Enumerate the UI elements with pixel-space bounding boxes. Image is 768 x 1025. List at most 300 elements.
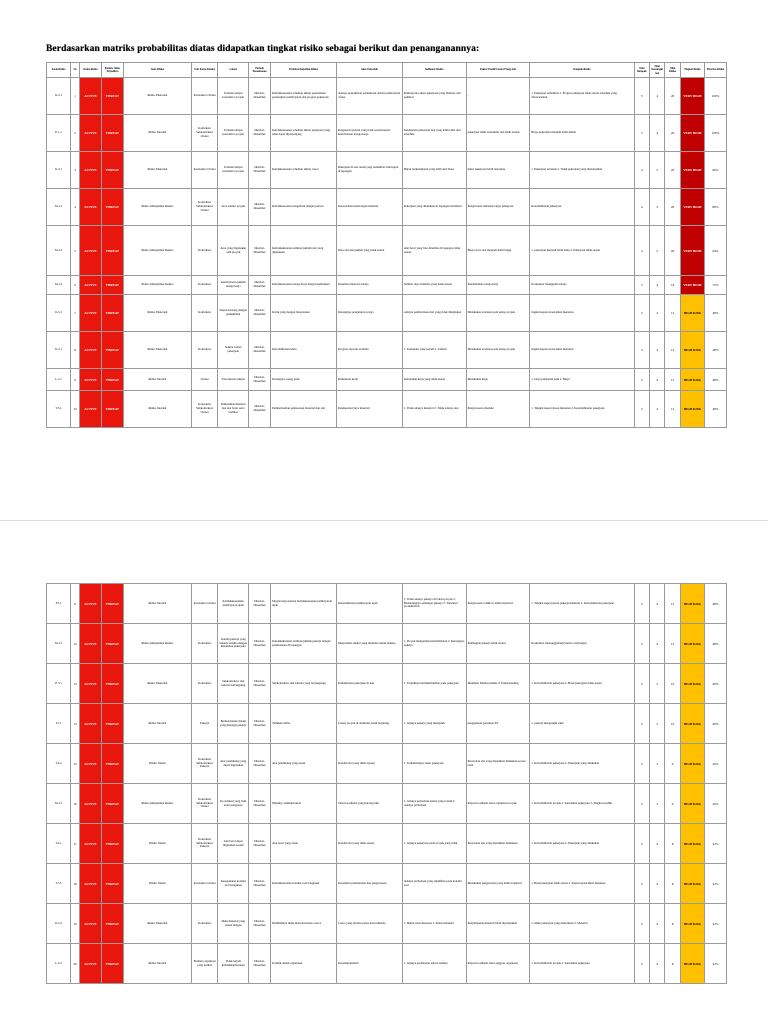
risk-table-page-1: [46, 62, 727, 428]
cell-peristiwa: Ketidakakuratan estimasi jumlah alat yang digunakan: [271, 226, 337, 276]
cell-unit: Pekerja: [191, 704, 217, 744]
cell-pemicu: THREAT: [101, 704, 123, 744]
cell-dampak: 1. Pekerjaan terhambat 2. Progres pekerjaan tidak sesuai schedule yang direncanakan: [530, 78, 634, 115]
cell-dampak: Kontraktor menanggulangi karena overbudget: [530, 624, 634, 664]
cell-nd: 3: [634, 624, 649, 664]
cell-no: 1: [71, 78, 80, 115]
column-header: Dampak Risiko: [530, 63, 634, 78]
column-header: Pemicu risiko Terjadinya: [101, 63, 123, 78]
cell-periode: Oktober-Desember: [249, 864, 271, 904]
cell-status: ACTIVE: [79, 369, 101, 391]
cell-jenis: Risiko Manajemen Resiko: [123, 276, 191, 295]
cell-pemicu: THREAT: [101, 152, 123, 189]
cell-peristiwa: Kurangnya ruang jarak: [271, 369, 337, 391]
cell-tingkat: HIGH RISK: [680, 904, 704, 944]
cell-dampak: 1. Mutu pekerjaan yang diturunkan 2. Material: [530, 904, 634, 944]
cell-tingkat: HIGH RISK: [680, 864, 704, 904]
cell-nr: 12: [665, 584, 680, 624]
cell-jenis: Risiko Internal: [123, 369, 191, 391]
cell-nk: 3: [650, 784, 665, 824]
cell-akar: Data alat dan jumlah yang tidak sesuai: [336, 226, 402, 276]
cell-periode: Oktober-Desember: [249, 624, 271, 664]
cell-nk: 4: [650, 276, 665, 295]
table-row: [47, 624, 727, 664]
column-header: No: [71, 63, 80, 78]
cell-akar: Pengaturan jadwal yang tidak sesuai karena keterbatasan tenaga kerja: [336, 115, 402, 152]
column-header: Tingkat Risiko: [680, 63, 704, 78]
cell-prio: 48%: [704, 391, 726, 428]
cell-kode: F.5.1: [47, 584, 71, 624]
cell-tingkat: HIGH RISK: [680, 944, 704, 984]
document-page-2: [0, 520, 768, 1025]
cell-faktor: Pengawasan terhadap target pekerjaan: [466, 189, 530, 226]
table-row: [47, 115, 727, 152]
cell-no: 9: [71, 369, 80, 391]
cell-unit: Owner: [191, 369, 217, 391]
cell-peristiwa: Ketidaksesuaian tenaga kerja dengan kebutuhan: [271, 276, 337, 295]
cell-unit: Kontraktor Subkontraktor Owner: [191, 391, 217, 428]
cell-prio: 32%: [704, 904, 726, 944]
cell-pemicu: THREAT: [101, 864, 123, 904]
cell-nr: 20: [665, 152, 680, 189]
cell-periode: Oktober-Desember: [249, 189, 271, 226]
cell-tingkat: VERY HIGH: [680, 189, 704, 226]
cell-nk: 5: [650, 704, 665, 744]
cell-unit: Kontraktor: [191, 624, 217, 664]
cell-faktor: Biaya sewa alat menjadi lebih tinggi: [466, 226, 530, 276]
table-row: [47, 584, 727, 624]
cell-dampak: 1. pekerjaan menjadi lebih lama 2. Pekerjaan tidak sesuai: [530, 226, 634, 276]
cell-peristiwa: Mogok kerja karena Ketidaksesuaian pembayaran upah: [271, 584, 337, 624]
cell-indikator: Hujan berkelanjutan yang lebih dari biasa: [402, 152, 466, 189]
cell-prio: 40%: [704, 664, 726, 704]
cell-akar: Pemanfaatan pekerjaan di luar: [336, 664, 402, 704]
table-row: [47, 864, 727, 904]
cell-peristiwa: Ketidaksesuaian schedule akibat pekerjaan yang telah dapat diperpanjang: [271, 115, 337, 152]
cell-prio: 40%: [704, 704, 726, 744]
cell-unit: Elemen organisasi yang terlibat: [191, 944, 217, 984]
cell-akar: Kurangnya pengaturan warga: [336, 295, 402, 332]
cell-status: ACTIVE: [79, 944, 101, 984]
cell-tingkat: HIGH RISK: [680, 391, 704, 428]
cell-periode: Oktober-Desember: [249, 744, 271, 784]
cell-periode: Oktober-Desember: [249, 295, 271, 332]
cell-lokasi: Terletak tempat kontraktor proyek: [218, 115, 249, 152]
cell-peristiwa: Kritik yang dengan masyarakat: [271, 295, 337, 332]
cell-tingkat: HIGH RISK: [680, 369, 704, 391]
table-row: [47, 744, 727, 784]
column-header: Jenis Risiko: [123, 63, 191, 78]
cell-tingkat: HIGH RISK: [680, 584, 704, 624]
cell-prio: 36%: [704, 784, 726, 824]
cell-status: ACTIVE: [79, 664, 101, 704]
cell-lokasi: Alat berat dapat digunakan sesuai: [218, 824, 249, 864]
cell-pemicu: THREAT: [101, 584, 123, 624]
cell-akar: Adanya penerimaan permintaan terkait pembayaran owner: [336, 78, 402, 115]
cell-nd: 5: [634, 115, 649, 152]
cell-prio: 100%: [704, 115, 726, 152]
cell-status: ACTIVE: [79, 624, 101, 664]
cell-jenis: Risiko Manajemen Resiko: [123, 624, 191, 664]
table-row: [47, 78, 727, 115]
cell-faktor: pekerjaan lebih terstruktur dan lebih teratur: [466, 115, 530, 152]
cell-lokasi: Koordinasi yang baik antar pengawas: [218, 784, 249, 824]
cell-indikator: Adanya perbedaan yang signifikan pada kondisi soal: [402, 864, 466, 904]
cell-akar: Progress laporan tertunda: [336, 332, 402, 369]
cell-kode: M.1.4: [47, 276, 71, 295]
cell-no: 20: [71, 944, 80, 984]
cell-lokasi: Pemenuhan material dan alat berat serta fasilitas: [218, 391, 249, 428]
cell-nd: 2: [634, 664, 649, 704]
column-header: Periode Pemantauan: [249, 63, 271, 78]
cell-jenis: Risiko Internal: [123, 391, 191, 428]
cell-indikator: 1. Komplain yang terjadi 2. Lambat: [402, 332, 466, 369]
cell-periode: Oktober-Desember: [249, 391, 271, 428]
cell-faktor: Penambahan tenaga kerja: [466, 276, 530, 295]
column-header: Unit Kerja Pemicu: [191, 63, 217, 78]
cell-indikator: 1. Hujan terus-menerus 2. Panas matahari: [402, 904, 466, 944]
cell-status: ACTIVE: [79, 295, 101, 332]
cell-pemicu: THREAT: [101, 276, 123, 295]
cell-faktor: Melakukan evaluasi pada setiap proyek: [466, 332, 530, 369]
cell-akar: Pemutusan kerja: [336, 369, 402, 391]
cell-periode: Oktober-Desember: [249, 369, 271, 391]
cell-peristiwa: Ketidaksesuaian pengadaan dengan jadwal: [271, 189, 337, 226]
cell-pemicu: THREAT: [101, 115, 123, 152]
cell-jenis: Risiko Eksternal: [123, 664, 191, 704]
cell-dampak: 1. Hasil pekerjaan tidak sesuai 2. Kepercayaan klien menurun: [530, 864, 634, 904]
cell-status: ACTIVE: [79, 744, 101, 784]
cell-nk: 4: [650, 944, 665, 984]
cell-lokasi: Setelah pekerja yang bekerja selama dengan kebutuhan pekerjaan: [218, 624, 249, 664]
cell-indikator: 1. Adanya perbedaan antara yang terjadi 2. Adanya perbedaan: [402, 784, 466, 824]
cell-no: 18: [71, 864, 80, 904]
cell-nr: 8: [665, 904, 680, 944]
cell-akar: Keterlambatan pembayaran upah: [336, 584, 402, 624]
cell-jenis: Risiko Eksternal: [123, 904, 191, 944]
cell-no: 8: [71, 332, 80, 369]
cell-status: ACTIVE: [79, 824, 101, 864]
cell-lokasi: Tidak terjadi ketidakharmonisan: [218, 944, 249, 984]
cell-tingkat: HIGH RISK: [680, 824, 704, 864]
cell-unit: Kontraktor Subkontraktor Pekerja: [191, 744, 217, 784]
cell-indikator: 1. Terjadinya ketidakefektifan pada pekerjaan: [402, 664, 466, 704]
cell-prio: 48%: [704, 369, 726, 391]
cell-no: 3: [71, 152, 80, 189]
cell-nd: 2: [634, 704, 649, 744]
cell-no: 13: [71, 664, 80, 704]
cell-nd: 5: [634, 276, 649, 295]
column-header: Peristiwa/Kejadian Risiko: [271, 63, 337, 78]
cell-dampak: 1. Keterlambatan pekerjaan 2. Hasil pekerjaan tidak sesuai: [530, 664, 634, 704]
cell-nr: 20: [665, 189, 680, 226]
cell-dampak: 1. Tingkat kepercayaan menurun 2. Keterlambatan pekerjaan: [530, 391, 634, 428]
cell-faktor: Pengawasan schedule: [466, 391, 530, 428]
cell-prio: 72%: [704, 276, 726, 295]
column-header: Indikator Risiko: [402, 63, 466, 78]
cell-dampak: 1. Keterlambatan pekerjaan 2. Pekerjaan yang dilakukan: [530, 744, 634, 784]
cell-indikator: Kebutuhan kerja yang tidak sesuai: [402, 369, 466, 391]
cell-no: 7: [71, 295, 80, 332]
cell-akar: Kesalahan pelaksanaan dan pengawasan: [336, 864, 402, 904]
cell-lokasi: Area sekitar proyek: [218, 189, 249, 226]
cell-jenis: Risiko Teknis: [123, 864, 191, 904]
column-header: Kode Risiko: [47, 63, 71, 78]
cell-tingkat: HIGH RISK: [680, 784, 704, 824]
table-row: [47, 226, 727, 276]
cell-pemicu: THREAT: [101, 226, 123, 276]
cell-prio: 48%: [704, 332, 726, 369]
cell-akar: Kesulitan mencari tenaga: [336, 276, 402, 295]
cell-peristiwa: Konflik dalam organisasi: [271, 944, 337, 984]
table-row: [47, 152, 727, 189]
cell-faktor: Rapat koordinasi antar anggota organisasi: [466, 944, 530, 984]
cell-periode: Oktober-Desember: [249, 944, 271, 984]
cell-jenis: Risiko Internal: [123, 115, 191, 152]
cell-unit: Kontraktor: [191, 295, 217, 332]
cell-indikator: Pekerjaan yang dilakukan di lapangan terlambat: [402, 189, 466, 226]
cell-tingkat: HIGH RISK: [680, 704, 704, 744]
column-header: Status Risiko: [79, 63, 101, 78]
cell-kode: T.4.2: [47, 744, 71, 784]
cell-nk: 3: [650, 744, 665, 784]
cell-tingkat: HIGH RISK: [680, 664, 704, 704]
cell-prio: 32%: [704, 864, 726, 904]
cell-prio: 100%: [704, 78, 726, 115]
table-row: [47, 824, 727, 864]
cell-faktor: Pembagian pekerja lebih teratur: [466, 624, 530, 664]
cell-akar: Cuaca yang (terlalu panas atau lembab): [336, 904, 402, 944]
table-row: [47, 704, 727, 744]
cell-indikator: 1. Tidak adanya material 2. Tidak adanya alat: [402, 391, 466, 428]
cell-jenis: Risiko Eksternal: [123, 295, 191, 332]
cell-no: 2: [71, 115, 80, 152]
cell-nk: 4: [650, 624, 665, 664]
table-row: [47, 944, 727, 984]
cell-faktor: Pengawasan cashflow lebih terperinci: [466, 584, 530, 624]
cell-unit: Kontraktor: [191, 226, 217, 276]
cell-nr: 8: [665, 944, 680, 984]
column-header: Nilai Risiko: [665, 63, 680, 78]
cell-dampak: Biaya pekerjaan menjadi lebih mahal: [530, 115, 634, 152]
cell-periode: Oktober-Desember: [249, 784, 271, 824]
cell-dampak: 1. Keterlambatan proyek 2. Kesalahan pekerjaan 3. Tingkat konflik: [530, 784, 634, 824]
cell-kode: E.3.1: [47, 664, 71, 704]
cell-unit: Kontraktor: [191, 664, 217, 704]
cell-periode: Oktober-Desember: [249, 584, 271, 624]
cell-prio: 36%: [704, 744, 726, 784]
cell-kode: M.1.5: [47, 624, 71, 664]
table-row: [47, 664, 727, 704]
cell-status: ACTIVE: [79, 904, 101, 944]
cell-nr: 19: [665, 276, 680, 295]
cell-jenis: Risiko Internal: [123, 944, 191, 984]
cell-indikator: 1. Terhambatnya suatu pekerjaan: [402, 744, 466, 784]
cell-faktor: Perawatan alat yang dipastikan dilakukan secara rutin: [466, 744, 530, 784]
cell-kode: K.3.1: [47, 295, 71, 332]
cell-kode: I.5.1: [47, 704, 71, 744]
cell-nk: 4: [650, 584, 665, 624]
table-row: [47, 784, 727, 824]
cell-jenis: Risiko Internal: [123, 704, 191, 744]
cell-prio: 80%: [704, 152, 726, 189]
cell-kode: M.1.5: [47, 784, 71, 824]
cell-prio: 32%: [704, 944, 726, 984]
cell-indikator: 1. Adanya perdebatan antara elemen: [402, 944, 466, 984]
cell-nd: 3: [634, 369, 649, 391]
cell-peristiwa: Ketidaksesuaian schedule akibat penerimaan persetujuan pembayaran dan progres pekerjaan: [271, 78, 337, 115]
cell-periode: Oktober-Desember: [249, 704, 271, 744]
cell-lokasi: Ketidakkesediaan pembayaran upah: [218, 584, 249, 624]
cell-tingkat: VERY HIGH: [680, 152, 704, 189]
cell-jenis: Risiko Teknis: [123, 824, 191, 864]
cell-akar: Ketersediaan keterangan material: [336, 189, 402, 226]
cell-pemicu: THREAT: [101, 824, 123, 864]
cell-unit: Kontraktor: [191, 904, 217, 944]
cell-faktor: Membuat Memorandum of Understanding: [466, 664, 530, 704]
cell-unit: Kontraktor Subkontraktor Owner: [191, 189, 217, 226]
cell-indikator: Sumber daya manusia yang tidak sesuai: [402, 276, 466, 295]
cell-nd: 3: [634, 332, 649, 369]
cell-periode: Oktober-Desember: [249, 78, 271, 115]
cell-indikator: 1. Adanya pekerjaan pada proyek yang tidak: [402, 824, 466, 864]
cell-nr: 12: [665, 295, 680, 332]
cell-nd: 2: [634, 824, 649, 864]
cell-lokasi: Sekitar lokasi pekerjaan: [218, 332, 249, 369]
cell-status: ACTIVE: [79, 226, 101, 276]
cell-tingkat: HIGH RISK: [680, 295, 704, 332]
cell-lokasi: Subkontraktor dan saluran berlangsung: [218, 664, 249, 704]
cell-pemicu: THREAT: [101, 189, 123, 226]
cell-status: ACTIVE: [79, 584, 101, 624]
cell-indikator: Adanya pemberitaan dari yang tidak diinginkan: [402, 295, 466, 332]
cell-periode: Oktober-Desember: [249, 226, 271, 276]
cell-no: 19: [71, 904, 80, 944]
cell-dampak: 1. Pekerjaan tertunda 2. Tidak pekerjaan yang dialokasikan: [530, 152, 634, 189]
table-row: [47, 369, 727, 391]
column-header: Prioritas Risiko: [704, 63, 726, 78]
cell-unit: Kontraktor Subkontraktor Owner: [191, 784, 217, 824]
cell-jenis: Risiko Manajemen Resiko: [123, 226, 191, 276]
cell-dampak: 1. biaya pekerjaan naik 2. Biaya: [530, 369, 634, 391]
cell-lokasi: Kesepakatan kondisi soal bangunan: [218, 864, 249, 904]
cell-status: ACTIVE: [79, 189, 101, 226]
cell-tingkat: VERY HIGH: [680, 226, 704, 276]
cell-lokasi: Tata ukuran tempat: [218, 369, 249, 391]
cell-pemicu: THREAT: [101, 944, 123, 984]
cell-pemicu: THREAT: [101, 784, 123, 824]
cell-nd: 3: [634, 295, 649, 332]
cell-indikator: 1. Proyek mengalami keterlambatan 2. Kurangnya pekerja: [402, 624, 466, 664]
cell-dampak: 1. Tingkat kepercayaan pekerja menurun 2. Keterlambatan pekerjaan: [530, 584, 634, 624]
cell-nd: 2: [634, 864, 649, 904]
cell-akar: Kesalahpahaman: [336, 944, 402, 984]
cell-jenis: Risiko Eksternal: [123, 152, 191, 189]
cell-tingkat: HIGH RISK: [680, 744, 704, 784]
table-row: [47, 189, 727, 226]
cell-prio: 48%: [704, 624, 726, 664]
cell-faktor: Melakukan kerja: [466, 369, 530, 391]
cell-nd: 2: [634, 904, 649, 944]
cell-lokasi: Mutu material yang sesuai dengan: [218, 904, 249, 944]
cell-prio: 32%: [704, 824, 726, 864]
cell-kode: K.2.1: [47, 78, 71, 115]
cell-unit: Kontraktor Owner: [191, 584, 217, 624]
cell-jenis: Risiko Teknis: [123, 744, 191, 784]
cell-periode: Oktober-Desember: [249, 904, 271, 944]
table-row: [47, 276, 727, 295]
cell-tingkat: HIGH RISK: [680, 332, 704, 369]
cell-unit: Kontraktor Owner: [191, 78, 217, 115]
column-header: Lokasi: [218, 63, 249, 78]
cell-pemicu: THREAT: [101, 744, 123, 784]
cell-indikator: Alat berat yang bisa diterima di lapangan tidak sesuai: [402, 226, 466, 276]
cell-no: 5: [71, 226, 80, 276]
cell-prio: 48%: [704, 295, 726, 332]
cell-no: 17: [71, 824, 80, 864]
cell-nk: 4: [650, 864, 665, 904]
cell-nk: 4: [650, 391, 665, 428]
column-header: Faktor Positif/Control Yang Ada: [466, 63, 530, 78]
cell-faktor: Rapat koordinasi antar organisasi proyek: [466, 784, 530, 824]
cell-peristiwa: Missing communication: [271, 784, 337, 824]
cell-no: 14: [71, 704, 80, 744]
cell-akar: Masyarakat sekitar yang meminta untuk bekerja: [336, 624, 402, 664]
cell-peristiwa: Alat pendukung yang rusak: [271, 744, 337, 784]
cell-peristiwa: Keterlambatan klien: [271, 332, 337, 369]
cell-tingkat: HIGH RISK: [680, 624, 704, 664]
cell-lokasi: Area yang digunakan oleh proyek: [218, 226, 249, 276]
cell-jenis: Risiko Eksternal: [123, 78, 191, 115]
cell-peristiwa: Tuduhan daftar: [271, 704, 337, 744]
cell-jenis: Risiko Eksternal: [123, 332, 191, 369]
cell-faktor: maka pekerjaan lebih terpantau: [466, 152, 530, 189]
cell-nk: 5: [650, 189, 665, 226]
cell-prio: 80%: [704, 189, 726, 226]
cell-faktor: penggunaan peralatan K3: [466, 704, 530, 744]
cell-kode: T.5.1: [47, 864, 71, 904]
cell-kode: E.1.1: [47, 115, 71, 152]
cell-nr: 10: [665, 704, 680, 744]
cell-nk: 4: [650, 369, 665, 391]
cell-no: 15: [71, 744, 80, 784]
cell-tingkat: VERY HIGH: [680, 276, 704, 295]
cell-nr: 20: [665, 226, 680, 276]
column-header: Nilai Kemungkinan: [650, 63, 665, 78]
cell-faktor: Perawatan alat yang dipastikan dilakukan: [466, 824, 530, 864]
cell-lokasi: Keterbatasan jumlah tenaga kerja: [218, 276, 249, 295]
cell-kode: L.2.3: [47, 944, 71, 984]
cell-no: 11: [71, 584, 80, 624]
cell-no: 16: [71, 784, 80, 824]
cell-periode: Oktober-Desember: [249, 824, 271, 864]
cell-lokasi: Berhati-hatian dalam yang menjaga pekerja: [218, 704, 249, 744]
column-header: Akar Penyebab: [336, 63, 402, 78]
cell-nd: 3: [634, 784, 649, 824]
cell-no: 12: [71, 624, 80, 664]
cell-pemicu: THREAT: [101, 295, 123, 332]
cell-dampak: 1. Keterlambatan pekerjaan 2. Pekerjaan yang dilakukan: [530, 824, 634, 864]
cell-nk: 4: [650, 904, 665, 944]
cell-status: ACTIVE: [79, 391, 101, 428]
table-row: [47, 295, 727, 332]
cell-periode: Oktober-Desember: [249, 115, 271, 152]
cell-nk: 5: [650, 152, 665, 189]
cell-nd: 2: [634, 944, 649, 984]
cell-kode: M.1.2: [47, 189, 71, 226]
cell-faktor: Melakukan pengawasan yang lebih terperinci: [466, 864, 530, 904]
cell-status: ACTIVE: [79, 115, 101, 152]
